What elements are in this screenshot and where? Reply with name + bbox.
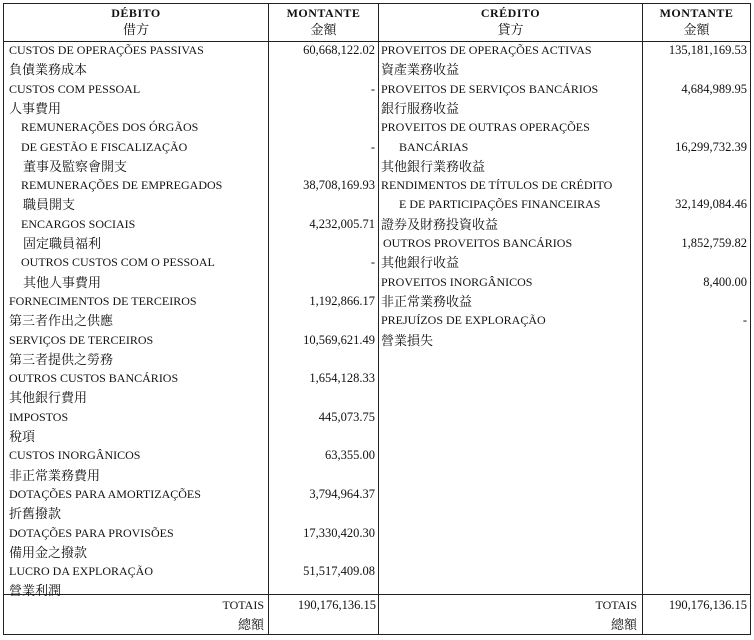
credit-item-label: OUTROS PROVEITOS BANCÁRIOS (383, 236, 573, 250)
debit-header-pt: DÉBITO (111, 6, 161, 20)
credit-row (4, 273, 750, 292)
debit-item-label: SERVIÇOS DE TERCEIROS (9, 332, 154, 347)
debit-item-amount: 445,073.75 (318, 409, 375, 424)
debit-amount-header (269, 6, 378, 38)
credit-item-amount: 8,400.00 (703, 274, 747, 289)
debit-item-amount: 60,668,122.02 (303, 43, 375, 57)
debit-row (4, 466, 750, 485)
debit-row (4, 543, 750, 562)
debit-item-amount: 4,232,005.71 (309, 216, 375, 231)
credit-row (4, 311, 750, 330)
debit-total-amount: 190,176,136.15 (297, 598, 376, 612)
debit-item-label: 備用金之撥款 (9, 544, 88, 560)
debit-item-amount: 17,330,420.30 (303, 525, 375, 540)
debit-item-label: 稅項 (9, 429, 36, 444)
debit-totals-label-zh: 總額 (237, 617, 264, 632)
debit-amount-header-pt: MONTANTE (286, 6, 361, 20)
credit-row (4, 292, 750, 311)
debit-item-amount: 1,654,128.33 (309, 371, 375, 386)
profit-loss-table (3, 3, 751, 635)
credit-row (4, 195, 750, 214)
debit-totals-label: TOTAIS (222, 598, 264, 612)
credit-row (4, 253, 750, 272)
credit-item-label: E DE PARTICIPAÇÕES FINANCEIRAS (399, 197, 601, 212)
debit-item-label: 第三者作出之供應 (9, 313, 114, 329)
debit-item-amount: - (370, 81, 375, 96)
debit-item-amount: 1,192,866.17 (309, 293, 375, 308)
credit-item-amount: - (742, 313, 747, 328)
credit-totals-label: TOTAIS (595, 598, 637, 612)
credit-header-zh: 貸方 (497, 22, 524, 37)
credit-item-label: 其他銀行收益 (381, 255, 460, 271)
credit-item-amount: 135,181,169.53 (668, 43, 747, 57)
debit-item-label: 其他銀行費用 (9, 390, 88, 406)
credit-item-amount: 4,684,989.95 (681, 81, 747, 96)
debit-item-label: ENCARGOS SOCIAIS (21, 216, 136, 231)
debit-item-label: CUSTOS INORGÂNICOS (9, 448, 141, 463)
debit-item-label: 非正常業務費用 (9, 467, 101, 483)
credit-total-amount: 190,176,136.15 (668, 598, 747, 612)
credit-row (4, 331, 750, 350)
credit-item-label: PROVEITOS INORGÂNICOS (381, 274, 533, 289)
debit-item-amount: 51,517,409.08 (303, 564, 375, 579)
debit-row (4, 562, 750, 581)
credit-item-label: RENDIMENTOS DE TÍTULOS DE CRÉDITO (381, 178, 613, 193)
debit-row (4, 369, 750, 388)
debit-item-label: 營業利潤 (9, 583, 62, 599)
credit-item-label: BANCÁRIAS (399, 139, 469, 154)
totals-row (4, 596, 750, 615)
debit-header-zh: 借方 (122, 22, 149, 37)
debit-item-label: FORNECIMENTOS DE TERCEIROS (9, 293, 197, 308)
debit-item-amount: - (370, 139, 375, 154)
credit-amount-header-zh: 金額 (683, 22, 710, 37)
debit-item-label: 折舊撥款 (9, 506, 62, 522)
debit-amount-header-zh: 金額 (310, 22, 337, 37)
debit-item-label: OUTROS CUSTOS COM O PESSOAL (21, 255, 215, 270)
credit-item-amount: 1,852,759.82 (681, 236, 747, 250)
credit-item-label: 其他銀行業務收益 (381, 158, 486, 174)
credit-row (4, 41, 750, 60)
debit-item-label: 職員開支 (23, 197, 76, 213)
debit-row (4, 350, 750, 369)
credit-row (4, 118, 750, 137)
debit-item-label: DOTAÇÕES PARA PROVISÕES (9, 525, 174, 540)
totals-row-zh (4, 615, 750, 634)
credit-item-label: 銀行服務收益 (381, 100, 460, 116)
debit-item-label: REMUNERAÇÕES DE EMPREGADOS (21, 178, 223, 193)
debit-item-amount: 63,355.00 (325, 448, 375, 463)
debit-item-amount: - (370, 255, 375, 270)
debit-item-label: REMUNERAÇÕES DOS ÓRGÃOS (21, 120, 199, 135)
credit-item-label: PREJUÍZOS DE EXPLORAÇÃO (381, 313, 546, 328)
debit-item-label: DOTAÇÕES PARA AMORTIZAÇÕES (9, 486, 201, 501)
debit-item-label: 人事費用 (9, 100, 62, 116)
debit-row (4, 446, 750, 465)
credit-item-label: 證券及財務投資收益 (381, 216, 499, 232)
credit-item-label: PROVEITOS DE OUTRAS OPERAÇÕES (381, 120, 590, 135)
credit-row (4, 215, 750, 234)
credit-row (4, 157, 750, 176)
debit-row (4, 524, 750, 543)
credit-item-label: 資產業務收益 (381, 62, 460, 78)
credit-row (4, 176, 750, 195)
debit-header (4, 6, 268, 38)
debit-item-label: 其他人事費用 (23, 274, 102, 290)
debit-row (4, 504, 750, 523)
debit-item-amount: 38,708,169.93 (303, 178, 375, 193)
debit-item-label: 固定職員福利 (23, 236, 102, 251)
debit-item-label: CUSTOS DE OPERAÇÕES PASSIVAS (9, 43, 204, 57)
debit-row (4, 427, 750, 446)
debit-row (4, 388, 750, 407)
credit-row (4, 234, 750, 253)
credit-item-label: PROVEITOS DE SERVIÇOS BANCÁRIOS (381, 81, 599, 96)
debit-item-amount: 10,569,621.49 (303, 332, 375, 347)
credit-row (4, 80, 750, 99)
debit-item-label: 負債業務成本 (9, 62, 88, 78)
credit-amount-header-pt: MONTANTE (659, 6, 734, 20)
credit-header-pt: CRÉDITO (480, 6, 541, 20)
credit-amount-header (643, 6, 750, 38)
debit-item-label: IMPOSTOS (9, 409, 69, 424)
debit-item-label: 董事及監察會開支 (23, 158, 128, 174)
credit-header (379, 6, 642, 38)
credit-row (4, 60, 750, 79)
credit-item-amount: 16,299,732.39 (675, 139, 747, 154)
debit-row (4, 485, 750, 504)
credit-item-label: PROVEITOS DE OPERAÇÕES ACTIVAS (381, 43, 592, 57)
debit-item-label: CUSTOS COM PESSOAL (9, 81, 141, 96)
credit-item-amount: 32,149,084.46 (675, 197, 747, 212)
credit-totals-label-zh: 總額 (610, 617, 637, 632)
debit-item-label: LUCRO DA EXPLORAÇÃO (9, 564, 154, 579)
debit-row (4, 408, 750, 427)
debit-item-amount: 3,794,964.37 (309, 486, 375, 501)
debit-item-label: 第三者提供之勞務 (9, 351, 114, 367)
debit-item-label: DE GESTÃO E FISCALIZAÇÃO (21, 139, 188, 154)
credit-item-label: 非正常業務收益 (381, 293, 473, 309)
credit-item-label: 營業損失 (381, 332, 434, 348)
credit-row (4, 138, 750, 157)
debit-item-label: OUTROS CUSTOS BANCÁRIOS (9, 371, 179, 386)
credit-row (4, 99, 750, 118)
